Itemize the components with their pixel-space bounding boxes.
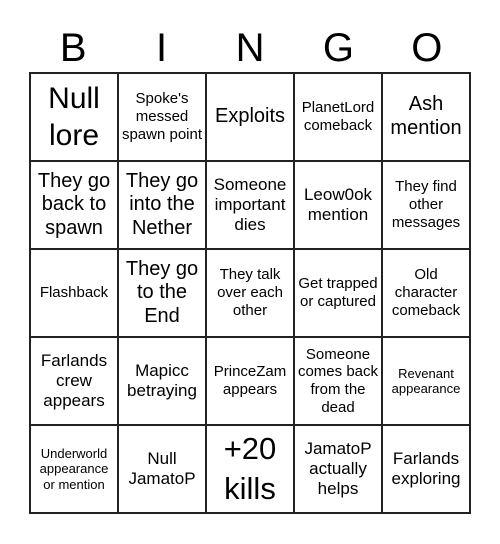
bingo-cell-text: Null lore xyxy=(48,81,100,152)
bingo-cell[interactable] xyxy=(30,249,118,337)
bingo-cell[interactable] xyxy=(30,425,118,513)
bingo-card-grid xyxy=(29,72,471,514)
bingo-cell-text: Exploits xyxy=(214,105,286,128)
bingo-cell-text: They go back to spawn xyxy=(37,169,111,239)
bingo-cell-text: Old character comeback xyxy=(391,266,461,319)
bingo-cell[interactable] xyxy=(294,337,382,425)
header-letter-g: G xyxy=(322,26,354,70)
bingo-cell-text: +20 kills xyxy=(223,431,277,506)
header-letter-o: O xyxy=(411,26,443,70)
bingo-cell-text: Farlands crew appears xyxy=(40,350,108,411)
bingo-cell-text: They talk over each other xyxy=(217,266,283,319)
bingo-cell-text: Get trapped or captured xyxy=(298,275,378,310)
bingo-cell[interactable] xyxy=(294,73,382,161)
bingo-cell[interactable] xyxy=(206,73,294,161)
header-letter-n: N xyxy=(235,26,265,70)
bingo-cell-text: Null JamatoP xyxy=(128,448,196,488)
bingo-cell[interactable] xyxy=(382,425,470,513)
bingo-cell-text: PrinceZam appears xyxy=(213,363,287,398)
bingo-cell-text: Revenant appearance xyxy=(391,365,461,396)
bingo-cell[interactable] xyxy=(206,249,294,337)
bingo-cell[interactable] xyxy=(30,73,118,161)
bingo-cell-text: Spoke's messed spawn point xyxy=(121,90,203,143)
bingo-cell-text: Underworld appearance or mention xyxy=(39,446,109,492)
bingo-cell[interactable] xyxy=(30,161,118,249)
bingo-cell-text: Flashback xyxy=(39,284,109,302)
bingo-cell[interactable] xyxy=(382,249,470,337)
bingo-cell-text: Leow0ok mention xyxy=(303,184,373,224)
bingo-header xyxy=(29,22,471,74)
header-letter-b: B xyxy=(59,26,87,70)
bingo-cell[interactable] xyxy=(118,337,206,425)
bingo-cell-text: They go into the Nether xyxy=(125,169,199,239)
bingo-cell[interactable] xyxy=(206,425,294,513)
bingo-cell[interactable] xyxy=(294,161,382,249)
bingo-cell[interactable] xyxy=(30,337,118,425)
bingo-cell[interactable] xyxy=(118,161,206,249)
header-letter-i: I xyxy=(156,26,168,70)
bingo-cell-text: Someone comes back from the dead xyxy=(297,345,379,416)
bingo-cell-text: Ash mention xyxy=(390,93,462,139)
bingo-cell-text: They find other messages xyxy=(391,178,461,231)
bingo-cell[interactable] xyxy=(382,337,470,425)
bingo-cell-text: Someone important dies xyxy=(213,174,287,235)
bingo-cell[interactable] xyxy=(118,73,206,161)
bingo-cell[interactable] xyxy=(382,73,470,161)
bingo-cell[interactable] xyxy=(118,425,206,513)
bingo-cell-text: PlanetLord comeback xyxy=(301,99,375,134)
bingo-cell-text: They go to the End xyxy=(125,257,199,327)
bingo-cell[interactable] xyxy=(206,161,294,249)
bingo-cell[interactable] xyxy=(206,337,294,425)
bingo-cell[interactable] xyxy=(382,161,470,249)
bingo-cell-text: Farlands exploring xyxy=(391,448,461,488)
bingo-cell[interactable] xyxy=(294,425,382,513)
bingo-cell-text: JamatoP actually helps xyxy=(304,438,372,499)
bingo-cell-text: Mapicc betraying xyxy=(127,360,197,400)
bingo-cell[interactable] xyxy=(294,249,382,337)
bingo-cell[interactable] xyxy=(118,249,206,337)
